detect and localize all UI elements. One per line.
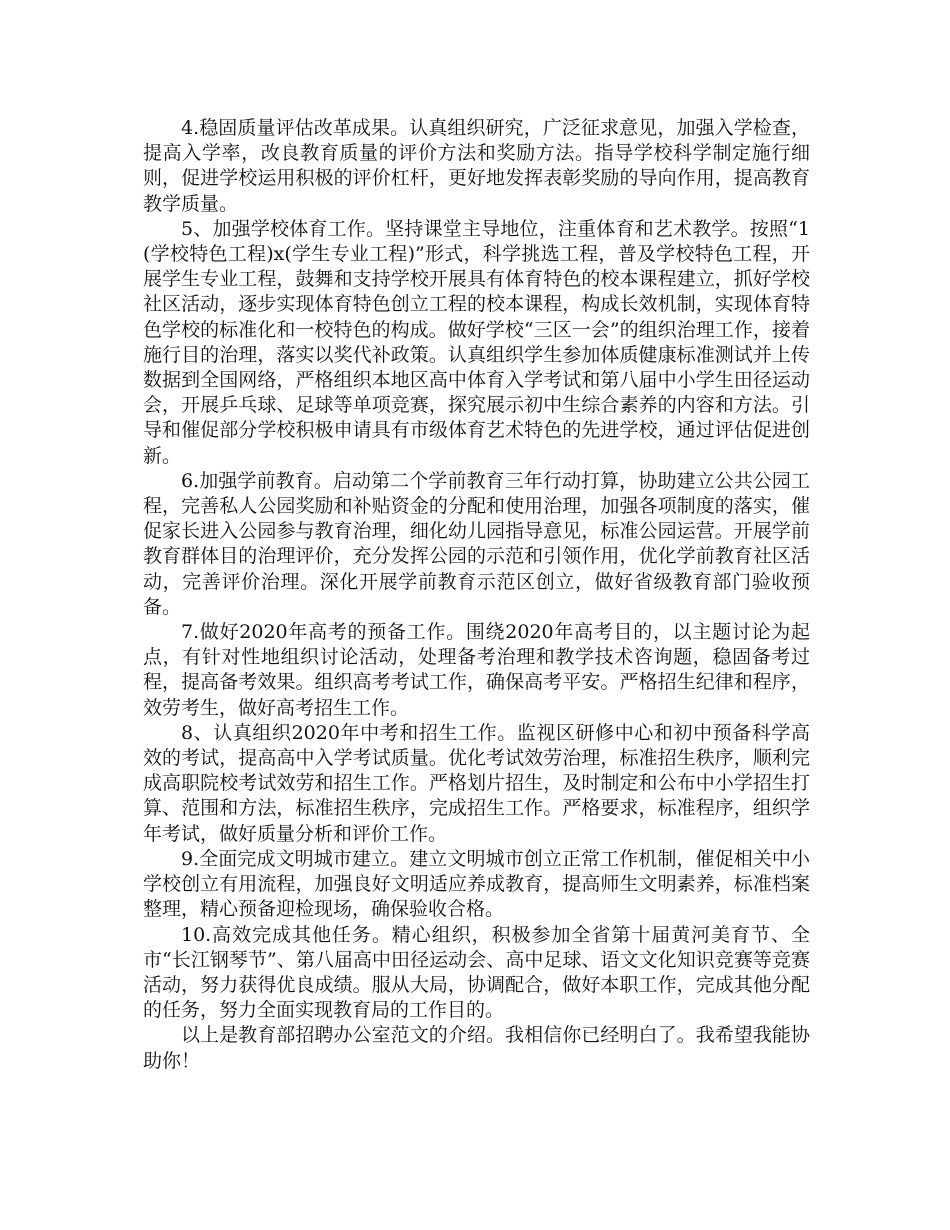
paragraph-civilized-city: 9.全面完成文明城市建立。建立文明城市创立正常工作机制，催促相关中小学校创立有用流程，加强良好文明适应养成教育，提高师生文明素养，标准档案整理，精心预备迎检现场，确保验收合格。: [143, 847, 810, 921]
paragraph-school-sports: 5、加强学校体育工作。坚持课堂主导地位，注重体育和艺术教学。按照“1(学校特色工程)x(学生专业工程)”形式，科学挑选工程，普及学校特色工程，开展学生专业工程，鼓舞和支持学校开展具有体育特色的校本课程建立，抓好学校社区活动，逐步实现体育特色创立工程的校本课程，构成长效机制，实现体育特色学校的标准化和一校特色的构成。做好学校“三区一会”的组织治理工作，接着施行目的治理，落实以奖代补政策。认真组织学生参加体质健康标准测试并上传数据到全国网络，严格组织本地区高中体育入学考试和第八届中小学生田径运动会，开展乒乓球、足球等单项竞赛，探究展示初中生综合素养的内容和方法。引导和催促部分学校积极申请具有市级体育艺术特色的先进学校，通过评估促进创新。: [143, 217, 810, 467]
paragraph-preschool-education: 6.加强学前教育。启动第二个学前教育三年行动打算，协助建立公共公园工程，完善私人公园奖励和补贴资金的分配和使用治理，加强各项制度的落实，催促家长进入公园参与教育治理，细化幼儿园指导意见，标准公园运营。开展学前教育群体目的治理评价，充分发挥公园的示范和引领作用，优化学前教育社区活动，完善评价治理。深化开展学前教育示范区创立，做好省级教育部门验收预备。: [143, 469, 810, 618]
document-body: [143, 116, 810, 1074]
paragraph-closing: 以上是教育部招聘办公室范文的介绍。我相信你已经明白了。我希望我能协助你！: [143, 1024, 810, 1072]
paragraph-middle-school-exam: 8、认真组织2020年中考和招生工作。监视区研修中心和初中预备科学高效的考试，提高高中入学考试质量。优化考试效劳治理，标准招生秩序，顺利完成高职院校考试效劳和招生工作。严格划片招生，及时制定和公布中小学招生打算、范围和方法，标准招生秩序，完成招生工作。严格要求，标准程序，组织学年考试，做好质量分析和评价工作。: [143, 721, 810, 845]
paragraph-college-entrance-exam: 7.做好2020年高考的预备工作。围绕2020年高考目的，以主题讨论为起点，有针对性地组织讨论活动，处理备考治理和教学技术咨询题，稳固备考过程，提高备考效果。组织高考考试工作，确保高考平安。严格招生纪律和程序，效劳考生，做好高考招生工作。: [143, 621, 810, 719]
paragraph-quality-assessment: 4.稳固质量评估改革成果。认真组织研究，广泛征求意见，加强入学检查，提高入学率，改良教育质量的评价方法和奖励方法。指导学校科学制定施行细则，促进学校运用积极的评价杠杆，更好地发挥表彰奖励的导向作用，提高教育教学质量。: [143, 117, 810, 215]
paragraph-other-tasks: 10.高效完成其他任务。精心组织，积极参加全省第十届黄河美育节、全市“长江钢琴节”、第八届高中田径运动会、高中足球、语文文化知识竞赛等竞赛活动，努力获得优良成绩。服从大局，协调配合，做好本职工作，完成其他分配的任务，努力全面实现教育局的工作目的。: [143, 923, 810, 1022]
